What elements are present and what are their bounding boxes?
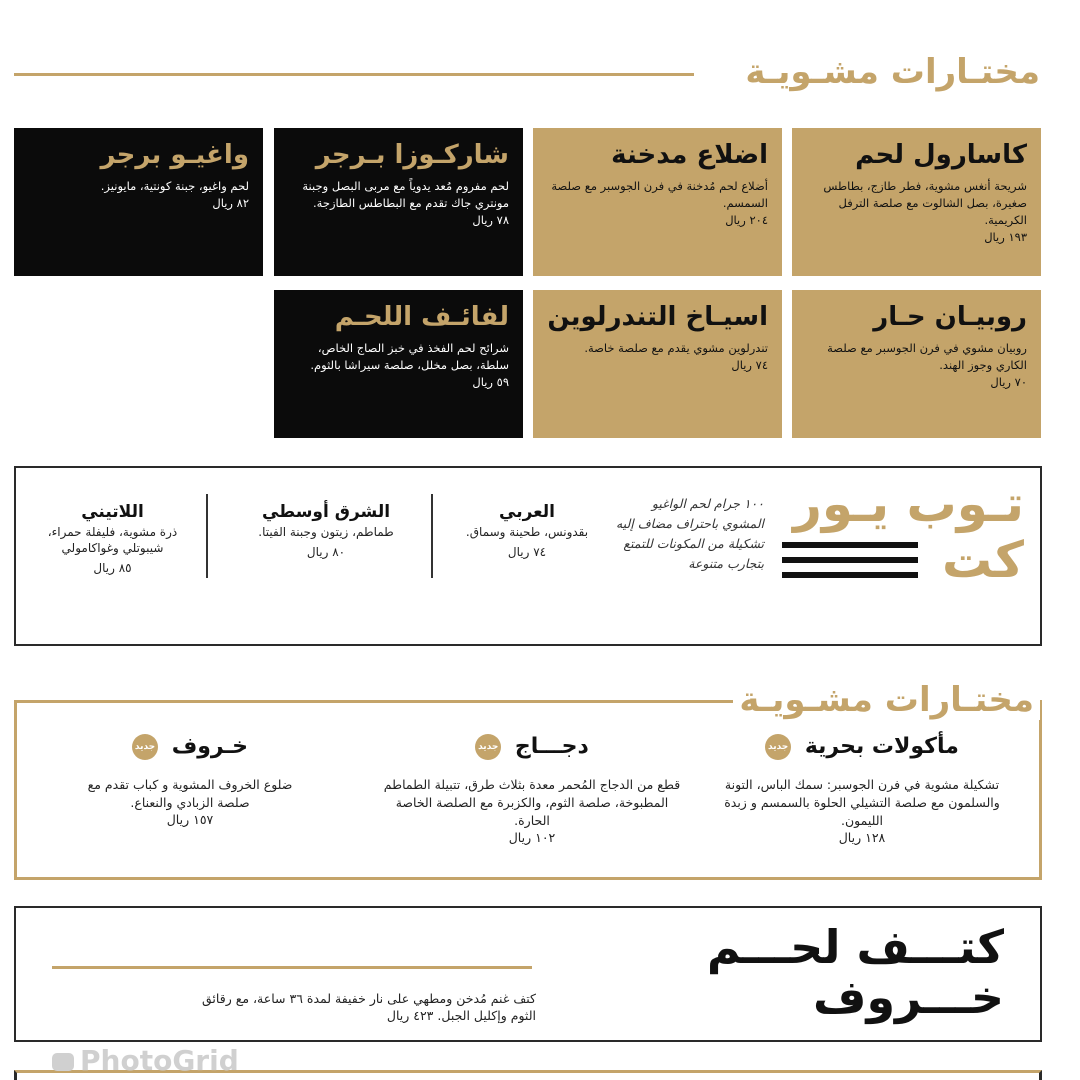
card-description: شرائح لحم الفخذ في خبز الصاج الخاص، سلطة، بصل مخلل، صلصة سيراشا بالثوم. [310,341,509,372]
lamb-shoulder-title [604,922,1004,1022]
new-badge: جديد [475,734,501,760]
option-description: بقدونس، طحينة وسماق. [465,525,589,539]
option-price: ٧٤ ريال [507,545,547,559]
card-title: واغيـو برجر [100,140,249,170]
card-title: كاسارول لحم [855,140,1027,170]
option-middle-eastern [236,500,416,560]
item-heading [722,732,1002,762]
card-description: شريحة أنغس مشوية، فطر طازج، بطاطس صغيرة، بصل الشالوت مع صلصة الترفل الكريمية. [823,179,1027,227]
card-title: اضلاع مدخنة [611,140,768,170]
card-description: لحم واغيو، جبنة كونتية، مايونيز. [100,179,249,193]
card-price: ٧٨ ريال [472,213,509,227]
card-description: لحم مفروم مُعد يدوياً مع مربى البصل وجبنة مونتري جاك تقدم مع البطاطس الطازجة. [302,179,509,210]
item-description: قطع من الدجاج المُحمر معدة بثلاث طرق، تتبيلة الطماطم المطبوخة، صلصة الثوم، والكزبرة مع الصلصة الخاصة الحارة. [383,777,681,828]
item-name: دجـــاج [514,734,589,759]
card-price: ١٩٣ ريال [984,230,1027,244]
new-badge: جديد [132,734,158,760]
new-badge: جديد [765,734,791,760]
photogrid-watermark [52,1044,239,1078]
lamb-shoulder-divider-line [52,966,532,969]
item-heading [80,732,300,762]
item-chicken [382,732,682,846]
column-divider [431,494,433,578]
menu-card-charcuza-burger [274,128,523,276]
card-title: روبيـان حـار [873,302,1027,332]
title-line-1: كتـــف لحـــم [706,920,1004,974]
option-description: طماطم، زيتون وجبنة الفيتا. [258,525,394,539]
option-latin [30,500,195,576]
item-price: ١٢٨ ريال [838,830,886,845]
watermark-text: PhotoGrid [80,1044,239,1077]
option-description: ذرة مشوية، فليفلة حمراء، شيبوتلي وغواكامولي [47,525,178,555]
card-price: ٥٩ ريال [472,375,509,389]
menu-card-lamb-casserole [792,128,1041,276]
option-arabic [452,500,602,560]
item-seafood [722,732,1002,846]
card-price: ٢٠٤ ريال [725,213,768,227]
section-2-top-line-left [14,700,774,703]
section-2-title: مختـارات مشـويـة [733,680,1040,720]
option-price: ٨٥ ريال [93,561,132,575]
item-lamb [80,732,300,828]
top-your-cut-note: ١٠٠ جرام لحم الواغيو المشوي باحتراف مضاف إليه تشكيلة من المكونات للتمتع بتجارب متنوعة [616,496,764,571]
title-line-2: كت [941,531,1024,589]
item-price: ١٥٧ ريال [166,812,214,827]
card-title: شاركـوزا بـرجر [315,140,509,170]
item-description: تشكيلة مشوية في فرن الجوسبر: سمك الباس، التونة والسلمون مع صلصة التشيلي الحلوة بالسمسم و زبدة الليمون. [724,777,1000,828]
card-description: تندرلوين مشوي يقدم مع صلصة خاصة. [584,341,768,355]
column-divider [206,494,208,578]
card-description: روبيان مشوي في فرن الجوسبر مع صلصة الكاري وجوز الهند. [827,341,1027,372]
title-line-1: تـوب يـور [793,475,1024,533]
menu-card-meat-wraps [274,290,523,438]
item-name: مأكولات بحرية [804,734,959,759]
card-price: ٧٠ ريال [990,375,1027,389]
option-name: الشرق أوسطي [261,502,391,522]
menu-card-spicy-shrimp [792,290,1041,438]
item-price: ١٠٢ ريال [508,830,556,845]
card-title: لفائـف اللحـم [334,302,509,332]
menu-card-wagyu-burger [14,128,263,276]
lamb-shoulder-description [196,990,536,1024]
menu-card-tenderloin-skewers [533,290,782,438]
section-divider-line [14,73,694,76]
section-title: مختـارات مشـويـة [745,52,1040,92]
menu-card-smoked-ribs [533,128,782,276]
item-name: خـروف [171,734,248,759]
item-description: ضلوع الخروف المشوية و كباب تقدم مع صلصة الزبادي والنعناع. [87,777,293,810]
item-heading [382,732,682,762]
option-name: العربي [499,502,555,522]
option-price: ٨٠ ريال [306,545,346,559]
card-price: ٧٤ ريال [731,358,768,372]
title-line-2: خـــروف [813,970,1004,1024]
camera-icon [52,1053,74,1071]
lamb-shoulder-price: ٤٢٣ ريال [386,1008,434,1023]
card-title: اسيـاخ التندرلوين [547,302,768,332]
card-description: أضلاع لحم مُدخنة في فرن الجوسبر مع صلصة السمسم. [551,179,768,210]
top-your-cut-box [14,466,1042,646]
lamb-shoulder-box [14,906,1042,1042]
card-price: ٨٢ ريال [212,196,249,210]
triple-bar-icon [782,542,918,578]
option-name: اللاتيني [81,502,144,522]
lamb-shoulder-desc-text: كتف غنم مُدخن ومطهي على نار خفيفة لمدة ٣٦ ساعة، مع رقائق الثوم وإكليل الجبل. [202,991,536,1023]
